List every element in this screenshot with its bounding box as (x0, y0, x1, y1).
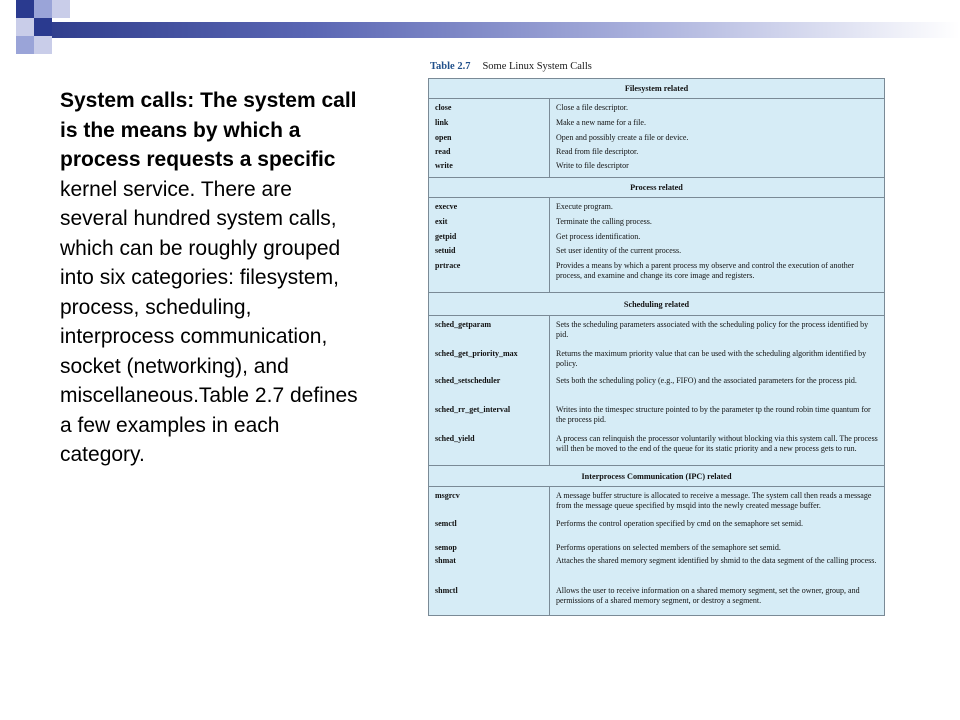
syscall-description: Writes into the timespec structure pointed to by the parameter tp the round robin time quantum for the process pid. (556, 405, 871, 424)
syscall-name: shmctl (435, 586, 458, 595)
syscall-name: open (435, 133, 452, 142)
syscall-description: A process can relinquish the processor voluntarily without blocking via this system call. The process will then be moved to the end of the queue for its static priority and a new process gets to run. (556, 434, 878, 453)
syscall-table (428, 78, 885, 616)
decor-square (34, 0, 52, 18)
syscall-description: Returns the maximum priority value that can be used with the scheduling algorithm identified by policy. (556, 349, 867, 368)
body-text-bold: System calls: The system call is the means by which a process requests a specific (60, 89, 357, 171)
syscall-desc-column (550, 316, 884, 465)
body-text-regular: kernel service. There are several hundred system calls, which can be roughly grouped into six categories: filesystem, process, scheduling, interprocess communication, socket (networking), and miscellaneous.Table 2.7 defines a few examples in each category. (60, 177, 358, 466)
syscall-description: Performs the control operation specified by cmd on the semaphore set semid. (556, 519, 804, 528)
syscall-name-column (429, 316, 550, 465)
decor-square (16, 36, 34, 54)
table-section-header: Scheduling related (429, 293, 884, 316)
syscall-description: Terminate the calling process. (556, 217, 652, 226)
syscall-name: link (435, 118, 449, 127)
decor-square (52, 0, 70, 18)
syscall-desc-column (550, 487, 884, 615)
syscall-name: getpid (435, 232, 457, 241)
syscall-description: Sets both the scheduling policy (e.g., FIFO) and the associated parameters for the process pid. (556, 376, 857, 385)
syscall-description: Open and possibly create a file or device. (556, 133, 689, 142)
syscall-description: Execute program. (556, 202, 613, 211)
syscall-name-column (429, 487, 550, 615)
syscall-name-column (429, 99, 550, 177)
syscall-description: Get process identification. (556, 232, 641, 241)
syscall-name: setuid (435, 246, 456, 255)
syscall-name: read (435, 147, 451, 156)
decor-square (34, 18, 52, 36)
decor-square (16, 0, 34, 18)
syscall-description: Write to file descriptor (556, 161, 629, 170)
syscall-description: Read from file descriptor. (556, 147, 639, 156)
syscall-name: exit (435, 217, 448, 226)
table-section-header: Interprocess Communication (IPC) related (429, 466, 884, 487)
syscall-description: A message buffer structure is allocated to receive a message. The system call then reads a message from the message queue specified by msqid into the newly created message buffer. (556, 491, 872, 510)
syscall-name: semctl (435, 519, 457, 528)
syscall-name: close (435, 103, 452, 112)
syscall-description: Attaches the shared memory segment identified by shmid to the data segment of the calling process. (556, 556, 877, 565)
header-gradient-bar (40, 22, 960, 38)
syscall-name: shmat (435, 556, 456, 565)
syscall-name: write (435, 161, 453, 170)
syscall-name: semop (435, 543, 457, 552)
syscall-name: prtrace (435, 261, 461, 270)
syscall-description: Make a new name for a file. (556, 118, 646, 127)
table-section-body (429, 316, 884, 466)
syscall-name-column (429, 198, 550, 292)
table-section-header: Process related (429, 178, 884, 198)
table-section-header: Filesystem related (429, 79, 884, 99)
table-caption-number: Table 2.7 (430, 61, 471, 72)
slide-body-text (60, 86, 360, 470)
syscall-description: Close a file descriptor. (556, 103, 628, 112)
table-section-body (429, 198, 884, 293)
syscall-desc-column (550, 198, 884, 292)
syscall-name: sched_rr_get_interval (435, 405, 511, 414)
syscall-description: Sets the scheduling parameters associated with the scheduling policy for the process identified by pid. (556, 320, 869, 339)
syscall-name: sched_setscheduler (435, 376, 501, 385)
syscall-name: sched_yield (435, 434, 475, 443)
syscall-description: Set user identity of the current process. (556, 246, 682, 255)
syscall-name: sched_getparam (435, 320, 491, 329)
syscall-name: execve (435, 202, 458, 211)
syscall-description: Provides a means by which a parent process my observe and control the execution of another process, and examine and change its core image and registers. (556, 261, 854, 280)
syscall-name: sched_get_priority_max (435, 349, 518, 358)
syscall-description: Allows the user to receive information on a shared memory segment, set the owner, group, and permissions of a shared memory segment, or destroy a segment. (556, 586, 860, 605)
decor-square (16, 18, 34, 36)
table-section-body (429, 487, 884, 615)
table-section-body (429, 99, 884, 178)
syscall-desc-column (550, 99, 884, 177)
syscall-name: msgrcv (435, 491, 460, 500)
table-caption (430, 61, 592, 72)
table-caption-title: Some Linux System Calls (482, 61, 592, 72)
syscall-description: Performs operations on selected members of the semaphore set semid. (556, 543, 781, 552)
decor-square (34, 36, 52, 54)
